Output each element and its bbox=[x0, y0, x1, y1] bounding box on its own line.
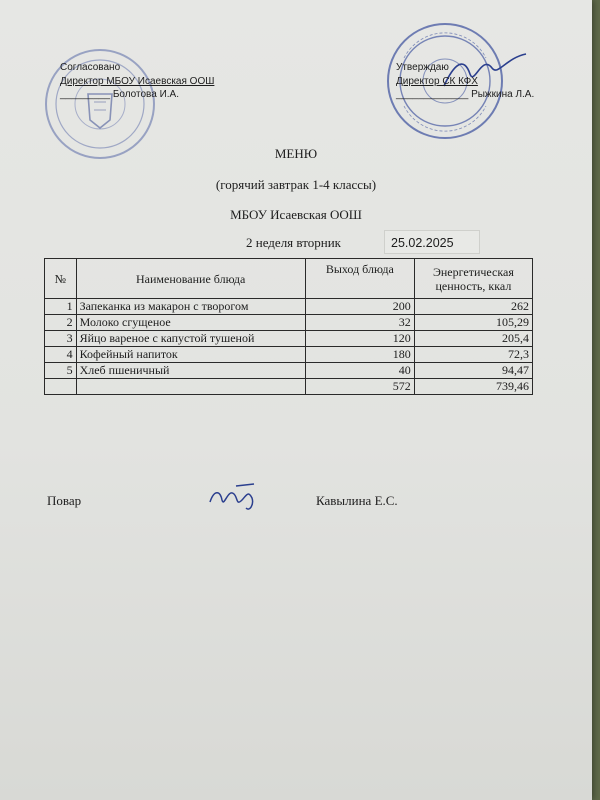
table-header-row bbox=[45, 259, 533, 299]
dish-name: Запеканка из макарон с творогом bbox=[76, 299, 305, 315]
row-number: 3 bbox=[45, 331, 77, 347]
dish-energy: 94,47 bbox=[414, 363, 532, 379]
dish-energy: 262 bbox=[414, 299, 532, 315]
total-energy: 739,46 bbox=[414, 379, 532, 395]
approval-right-position: Директор СК КФХ bbox=[396, 76, 478, 87]
cook-name: Кавылина Е.С. bbox=[316, 493, 398, 508]
approval-left-signatory: _________ Болотова И.А. bbox=[60, 89, 180, 100]
approval-right-label: Утверждаю bbox=[396, 62, 449, 73]
dish-output: 200 bbox=[305, 299, 414, 315]
table-row bbox=[45, 299, 533, 315]
total-empty-cell bbox=[45, 379, 77, 395]
table-row bbox=[45, 331, 533, 347]
cook-signature bbox=[206, 480, 266, 514]
date-field: 25.02.2025 bbox=[384, 230, 480, 254]
menu-table bbox=[44, 258, 533, 395]
column-header: Наименование блюда bbox=[76, 259, 305, 299]
dish-name: Хлеб пшеничный bbox=[76, 363, 305, 379]
row-number: 5 bbox=[45, 363, 77, 379]
school-name: МБОУ Исаевская ООШ bbox=[230, 207, 362, 222]
menu-title: МЕНЮ bbox=[274, 146, 318, 161]
column-header: Энергетическая ценность, ккал bbox=[414, 259, 532, 299]
dish-name: Молоко сгущеное bbox=[76, 315, 305, 331]
row-number: 2 bbox=[45, 315, 77, 331]
week-day-label: 2 неделя вторник bbox=[246, 235, 341, 250]
column-header: № bbox=[45, 259, 77, 299]
dish-energy: 205,4 bbox=[414, 331, 532, 347]
dish-output: 120 bbox=[305, 331, 414, 347]
approval-left-position: Директор МБОУ Исаевская ООШ bbox=[60, 76, 215, 87]
dish-name: Яйцо вареное с капустой тушеной bbox=[76, 331, 305, 347]
table-row bbox=[45, 347, 533, 363]
column-header: Выход блюда bbox=[305, 259, 414, 299]
table-row bbox=[45, 363, 533, 379]
dish-energy: 72,3 bbox=[414, 347, 532, 363]
total-output: 572 bbox=[305, 379, 414, 395]
menu-subtitle: (горячий завтрак 1-4 классы) bbox=[215, 177, 377, 192]
row-number: 1 bbox=[45, 299, 77, 315]
approval-right-signatory: _____________ Рыжкина Л.А. bbox=[396, 89, 535, 100]
dish-name: Кофейный напиток bbox=[76, 347, 305, 363]
cook-role: Повар bbox=[47, 493, 82, 508]
approval-left-label: Согласовано bbox=[60, 62, 121, 73]
table-total-row bbox=[45, 379, 533, 395]
table-row bbox=[45, 315, 533, 331]
dish-output: 40 bbox=[305, 363, 414, 379]
dish-output: 32 bbox=[305, 315, 414, 331]
dish-energy: 105,29 bbox=[414, 315, 532, 331]
row-number: 4 bbox=[45, 347, 77, 363]
dish-output: 180 bbox=[305, 347, 414, 363]
total-empty-cell bbox=[76, 379, 305, 395]
